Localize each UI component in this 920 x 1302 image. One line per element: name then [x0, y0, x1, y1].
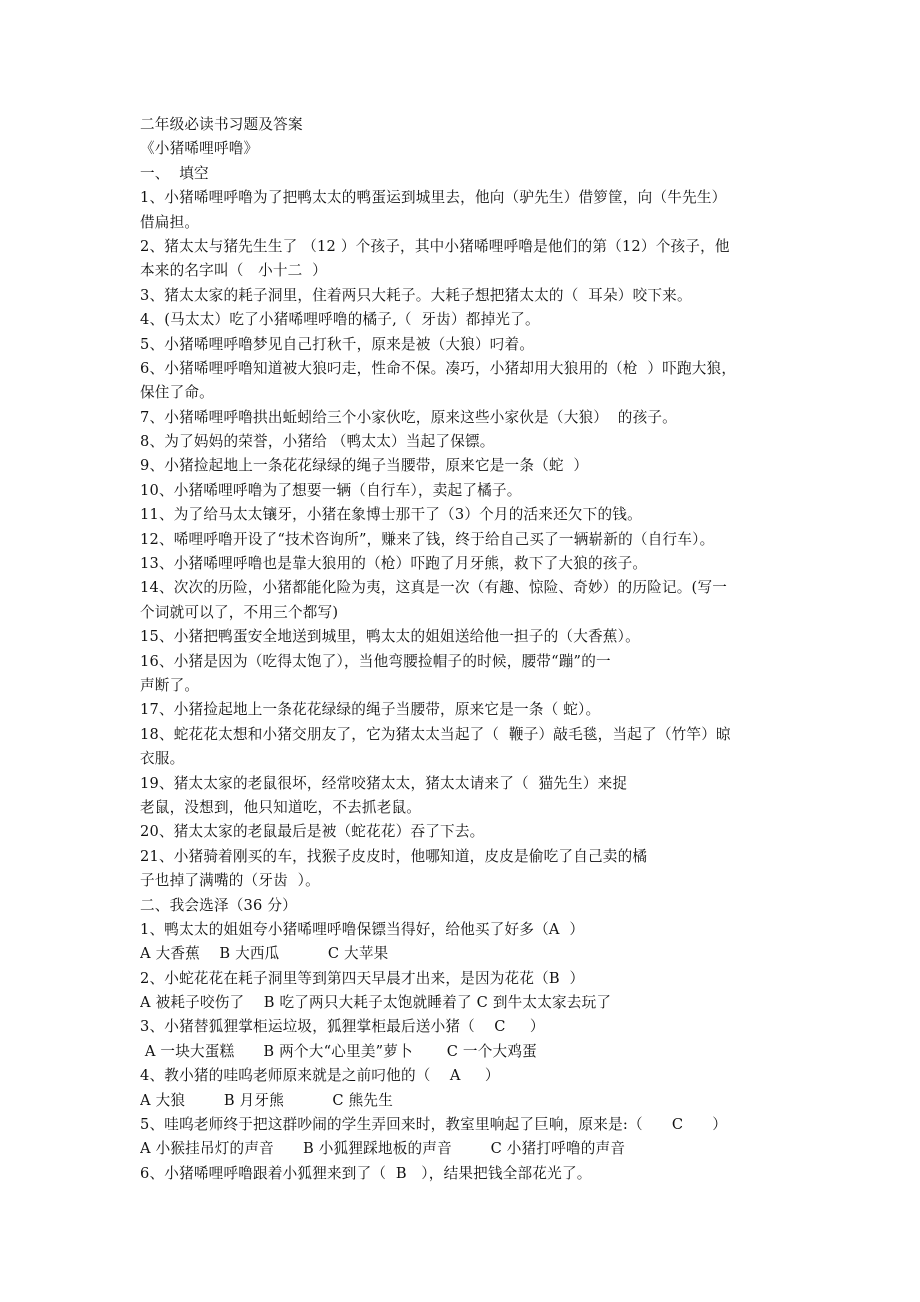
document-line: 13、小猪唏哩呼噜也是靠大狼用的（枪）吓跑了月牙熊，救下了大狼的孩子。: [140, 555, 648, 573]
document-line: 本来的名字叫（ 小十二 ）: [140, 262, 327, 280]
document-line: 6、小猪唏哩呼噜跟着小狐狸来到了（ B ），结果把钱全部花光了。: [140, 1164, 592, 1182]
document-line: 个词就可以了，不用三个都写): [140, 603, 339, 621]
document-line: 4、教小猪的哇呜老师原来就是之前叼他的（ A ）: [140, 1067, 500, 1085]
document-line: 16、小猪是因为（吃得太饱了），当他弯腰捡帽子的时候，腰带“蹦”的一: [140, 652, 611, 670]
document-line: 9、小猪捡起地上一条花花绿绿的绳子当腰带，原来它是一条（蛇 ）: [140, 457, 589, 475]
document-line: 7、小猪唏哩呼噜拱出蚯蚓给三个小家伙吃，原来这些小家伙是（大狼） 的孩子。: [140, 408, 677, 426]
document-line: 4、(马太太）吃了小猪唏哩呼噜的橘子,（ 牙齿）都掉光了。: [140, 311, 540, 329]
document-line: 8、为了妈妈的荣誉，小猪给 （鸭太太）当起了保镖。: [140, 433, 495, 451]
document-line: 《小猪唏哩呼噜》: [140, 140, 259, 158]
document-line: 一、 填空: [140, 164, 209, 182]
document-line: A 大狼 B 月牙熊 C 熊先生: [140, 1091, 393, 1109]
document-line: 3、小猪替狐狸掌柜运垃圾，狐狸掌柜最后送小猪（ C ）: [140, 1018, 545, 1036]
document-line: 3、猪太太家的耗子洞里，住着两只大耗子。大耗子想把猪太太的（ 耳朵）咬下来。: [140, 286, 692, 304]
document-line: 二年级必读书习题及答案: [140, 116, 303, 133]
document-line: A 小猴挂吊灯的声音 B 小狐狸踩地板的声音 C 小猪打呼噜的声音: [140, 1140, 626, 1158]
document-line: A 大香蕉 B 大西瓜 C 大苹果: [140, 945, 389, 963]
document-page: [140, 113, 790, 1186]
document-line: 二、我会选泽（36 分）: [140, 896, 297, 914]
document-line: 6、小猪唏哩呼噜知道被大狼叼走，性命不保。凑巧，小猪却用大狼用的（枪 ）吓跑大狼，: [140, 359, 737, 377]
document-line: 老鼠，没想到，他只知道吃，不去抓老鼠。: [140, 798, 422, 816]
document-line: 2、小蛇花花在耗子洞里等到第四天早晨才出来，是因为花花（B ）: [140, 969, 585, 987]
document-line: 2、猪太太与猪先生生了 （12 ）个孩子，其中小猪唏哩呼噜是他们的第（12）个孩子，他: [140, 237, 730, 255]
document-line: 14、次次的历险，小猪都能化险为夷，这真是一次（有趣、惊险、奇妙）的历险记。(写一: [140, 579, 728, 597]
document-line: 12、唏哩呼噜开设了“技术咨询所”，赚来了钱，终于给自己买了一辆崭新的（自行车）。: [140, 530, 715, 548]
document-line: 20、猪太太家的老鼠最后是被（蛇花花）吞了下去。: [140, 823, 485, 841]
document-line: 声断了。: [140, 676, 200, 694]
document-line: 21、小猪骑着刚买的车，找猴子皮皮时，他哪知道，皮皮是偷吃了自己卖的橘: [140, 847, 648, 865]
document-line: 1、鸭太太的姐姐夸小猪唏哩呼噜保镖当得好，给他买了好多（A ）: [140, 920, 585, 938]
document-line: A 一块大蛋糕 B 两个大“心里美”萝卜 C 一个大鸡蛋: [140, 1042, 537, 1060]
document-line: 15、小猪把鸭蛋安全地送到城里，鸭太太的姐姐送给他一担子的（大香蕉）。: [140, 628, 640, 646]
document-line: 10、小猪唏哩呼噜为了想要一辆（自行车），卖起了橘子。: [140, 481, 522, 499]
document-line: 5、小猪唏哩呼噜梦见自己打秋千，原来是被（大狼）叼着。: [140, 335, 535, 353]
document-line: 5、哇呜老师终于把这群吵闹的学生弄回来时，教室里响起了巨响，原来是:（ C ）: [140, 1116, 728, 1134]
document-line: 保住了命。: [140, 384, 214, 402]
document-line: A 被耗子咬伤了 B 吃了两只大耗子太饱就睡着了 C 到牛太太家去玩了: [140, 994, 612, 1012]
document-line: 借扁担。: [140, 213, 200, 231]
document-line: 子也掉了满嘴的（牙齿 ）。: [140, 872, 320, 890]
document-line: 11、为了给马太太镶牙，小猪在象博士那干了（3）个月的活来还欠下的钱。: [140, 506, 642, 524]
document-line: 1、小猪唏哩呼噜为了把鸭太太的鸭蛋运到城里去，他向（驴先生）借箩筐，向（牛先生）: [140, 189, 727, 207]
document-line: 18、蛇花花太想和小猪交朋友了，它为猪太太当起了（ 鞭子）敲毛毯，当起了（竹竿）晾: [140, 725, 731, 743]
document-line: 衣服。: [140, 750, 185, 768]
document-line: 17、小猪捡起地上一条花花绿绿的绳子当腰带，原来它是一条（ 蛇）。: [140, 701, 601, 719]
document-line: 19、猪太太家的老鼠很坏，经常咬猪太太，猪太太请来了（ 猫先生）来捉: [140, 774, 628, 792]
